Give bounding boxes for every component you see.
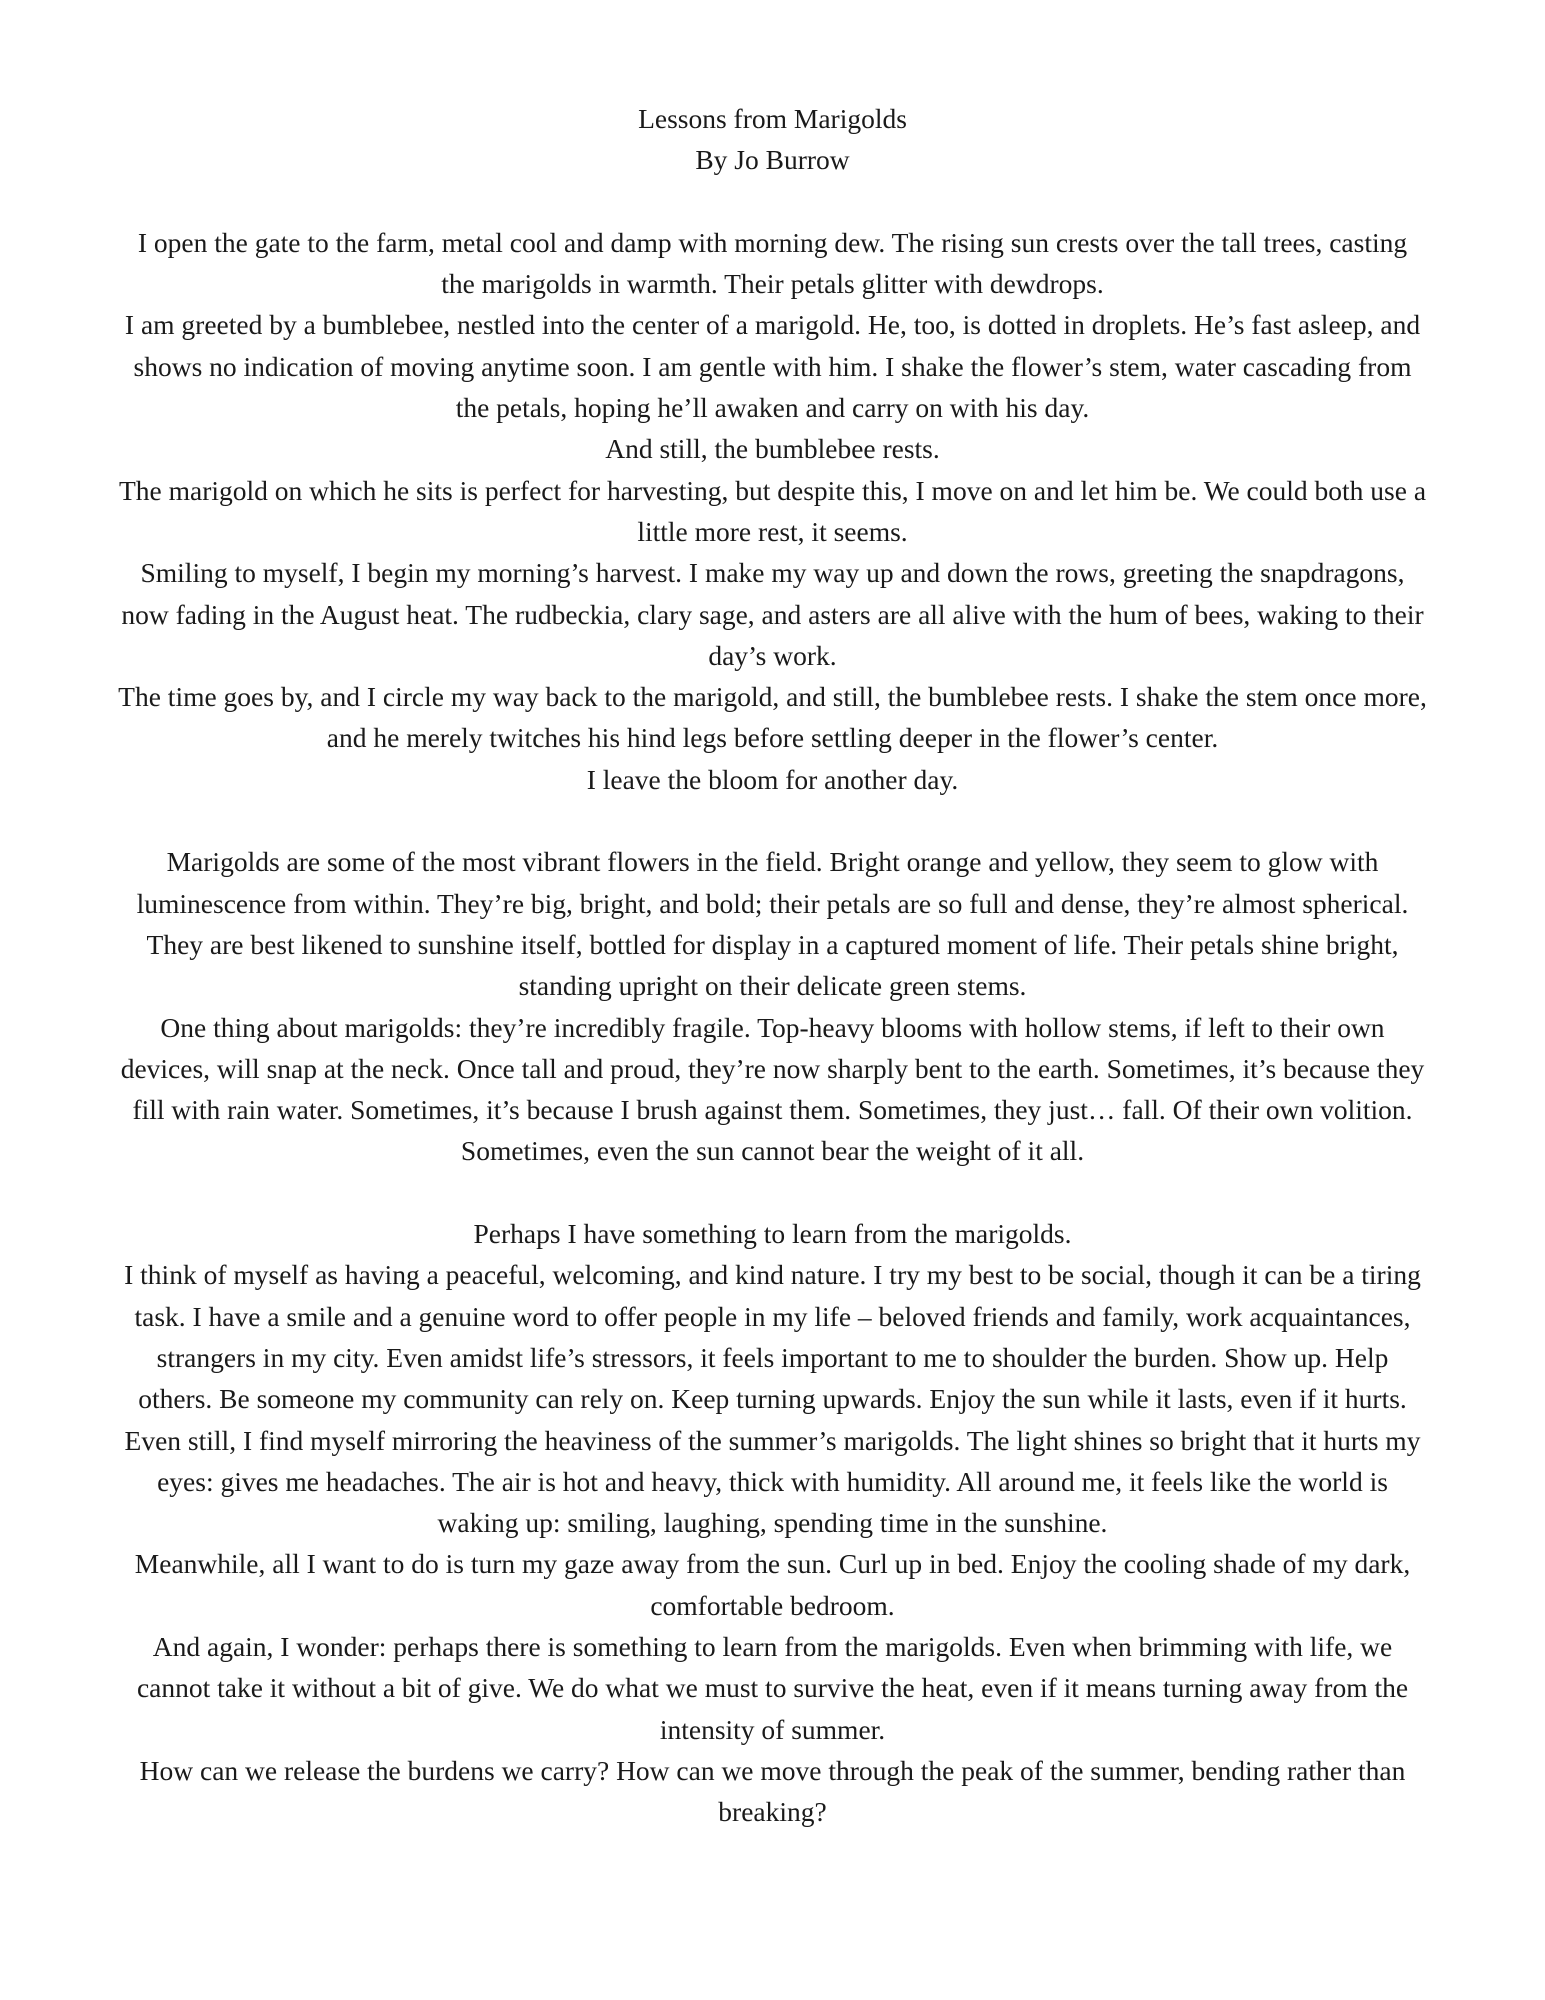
paragraph: Sometimes, even the sun cannot bear the weight of it all. — [460, 1135, 1085, 1167]
blank-line — [118, 800, 1427, 841]
paragraph: Even still, I find myself mirroring the heaviness of the summer’s marigolds. The light shines so bright that it hurts my eyes: gives me headaches. The air is hot and heavy, thick with humidity. All around me, it feels like the world is waking up: smiling, laughing, spending time in the sunshine. — [124, 1424, 1421, 1539]
document-title: Lessons from Marigolds — [638, 103, 907, 134]
paragraph: Smiling to myself, I begin my morning’s harvest. I make my way up and down the rows, greeting the snapdragons, now fading in the August heat. The rudbeckia, clary sage, and asters are all alive with the hum of bees, waking to their day’s work. — [121, 557, 1424, 671]
paragraph: I open the gate to the farm, metal cool and damp with morning dew. The rising sun crests over the tall trees, casting the marigolds in warmth. Their petals glitter with dewdrops. — [137, 226, 1408, 300]
blank-line — [118, 1172, 1427, 1213]
paragraph: How can we release the burdens we carry? How can we move through the peak of the summer, bending rather than breaking? — [139, 1754, 1406, 1828]
paragraph: Marigolds are some of the most vibrant flowers in the field. Bright orange and yellow, they seem to glow with luminescence from within. They’re big, bright, and bold; their petals are so full and dense, they’re almost spherical. They are best likened to sunshine itself, bottled for display in a captured moment of life. Their petals shine bright, standing upright on their delicate green stems. — [136, 846, 1409, 1002]
blank-line — [118, 181, 1427, 222]
paragraph: I leave the bloom for another day. — [586, 763, 959, 795]
paragraph: I think of myself as having a peaceful, welcoming, and kind nature. I try my best to be social, though it can be a tiring task. I have a smile and a genuine word to offer people in my life – beloved friends and family, work acquaintances, strangers in my city. Even amidst life’s stressors, it feels important to me to shoulder the burden. Show up. Help others. Be someone my community can rely on. Keep turning upwards. Enjoy the sun while it lasts, even if it hurts. — [124, 1259, 1421, 1415]
paragraph: The marigold on which he sits is perfect for harvesting, but despite this, I move on and let him be. We could both use a little more rest, it seems. — [118, 474, 1427, 547]
paragraph: And still, the bumblebee rests. — [605, 433, 940, 465]
paragraph: Meanwhile, all I want to do is turn my gaze away from the sun. Curl up in bed. Enjoy the cooling shade of my dark, comfortable bedroom. — [134, 1548, 1411, 1621]
document-body — [118, 98, 1427, 1832]
paragraph: One thing about marigolds: they’re incredibly fragile. Top-heavy blooms with hollow stems, if left to their own devices, will snap at the neck. Once tall and proud, they’re now sharply bent to the earth. Sometimes, it’s because they fill with rain water. Sometimes, it’s because I brush against them. Sometimes, they just… fall. Of their own volition. — [120, 1011, 1425, 1126]
paragraph: I am greeted by a bumblebee, nestled into the center of a marigold. He, too, is dotted in droplets. He’s fast asleep, and shows no indication of moving anytime soon. I am gentle with him. I shake the flower’s stem, water cascading from the petals, hoping he’ll awaken and carry on with his day. — [124, 309, 1421, 424]
paragraph: Perhaps I have something to learn from the marigolds. — [473, 1218, 1072, 1250]
paragraph: The time goes by, and I circle my way back to the marigold, and still, the bumblebee rests. I shake the stem once more, and he merely twitches his hind legs before settling deeper in the flower’s center. — [118, 681, 1427, 754]
document-byline: By Jo Burrow — [695, 144, 850, 176]
paragraph: And again, I wonder: perhaps there is something to learn from the marigolds. Even when brimming with life, we cannot take it without a bit of give. We do what we must to survive the heat, even if it means turning away from the intensity of summer. — [136, 1630, 1409, 1745]
